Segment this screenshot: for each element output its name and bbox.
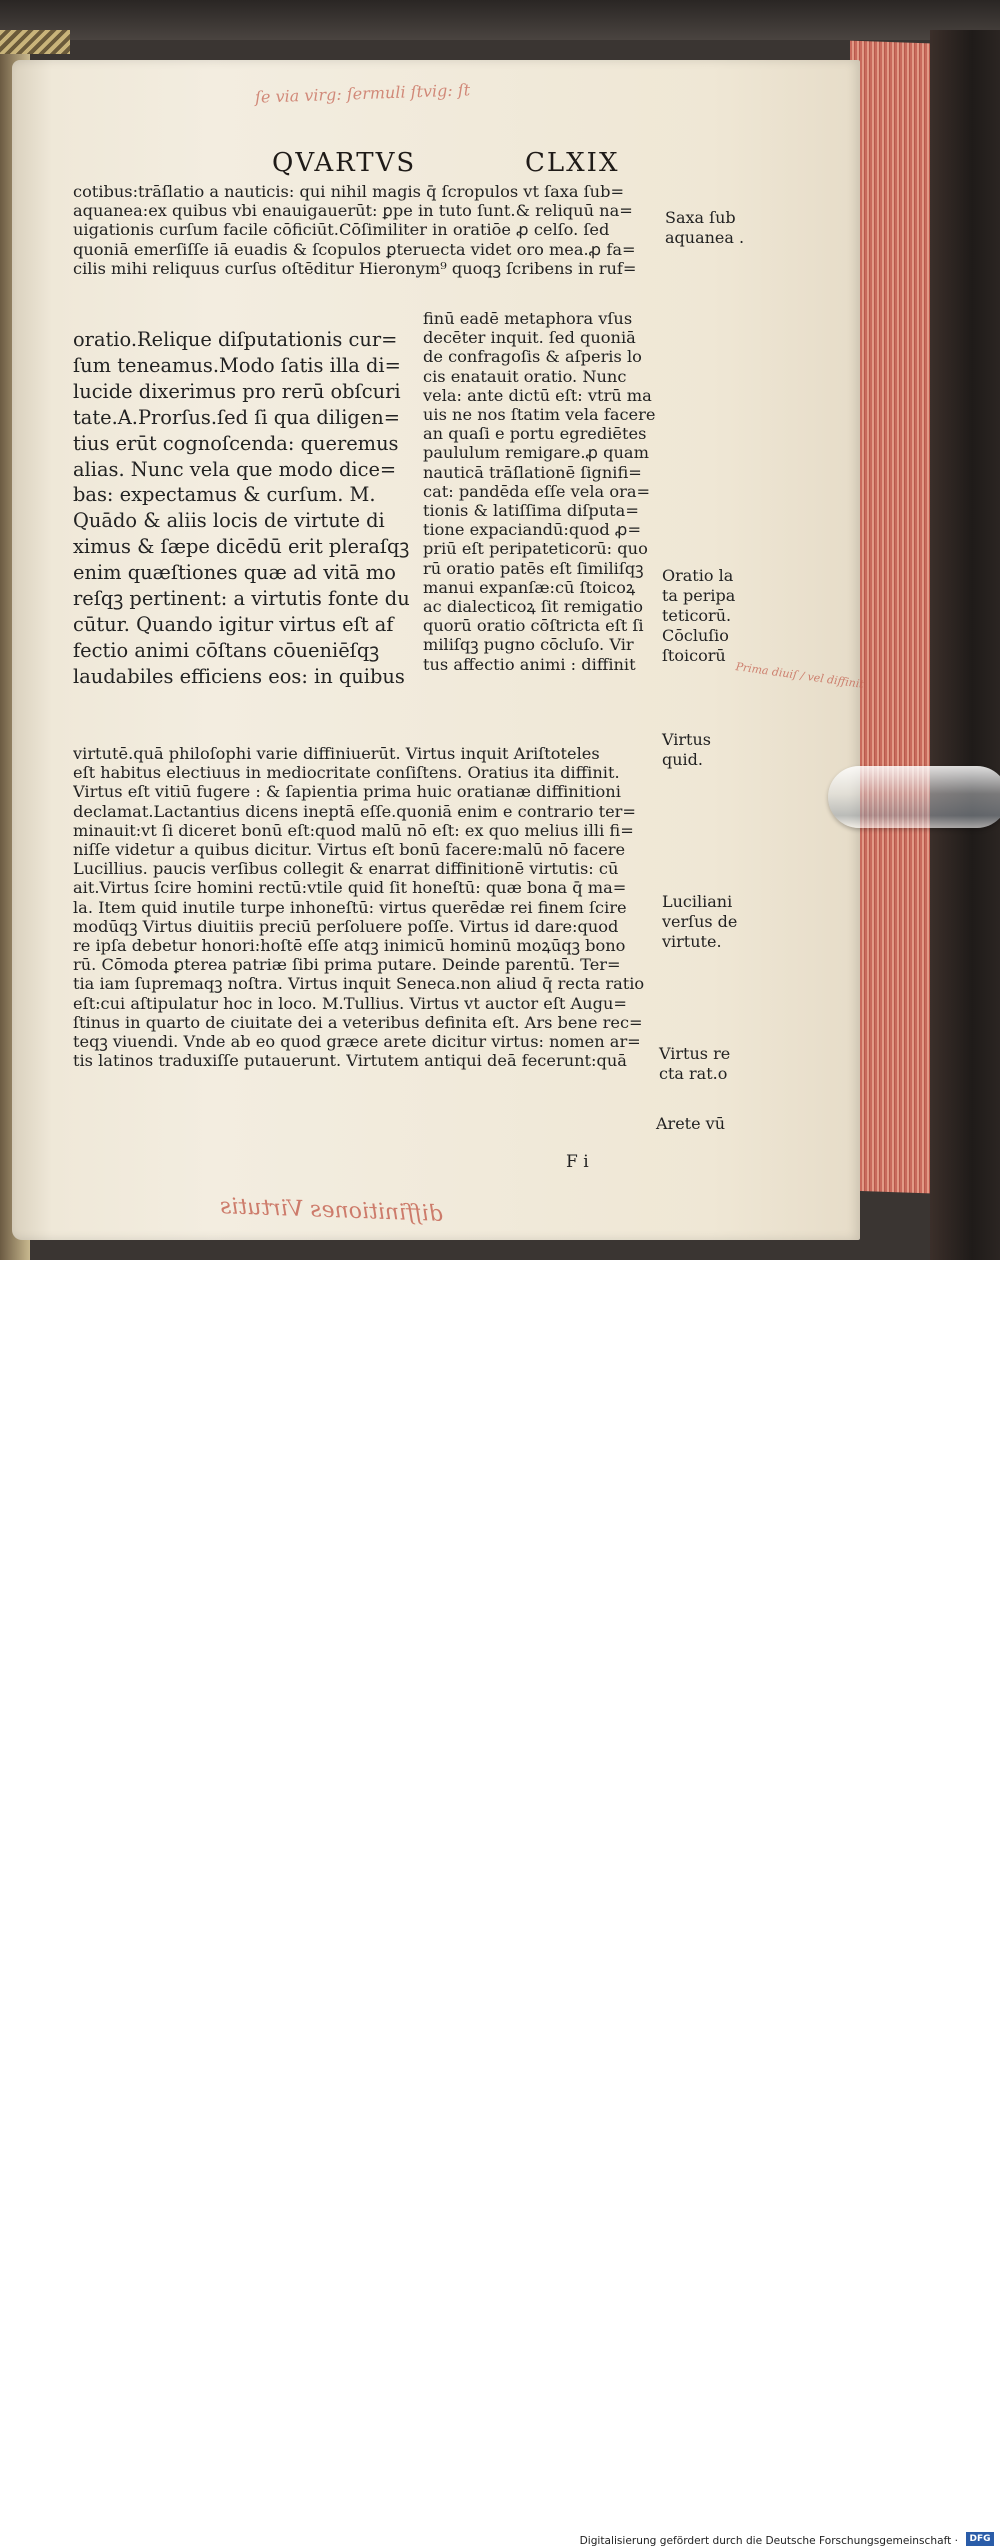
margin-note-line: cta rat.o [659, 1064, 728, 1083]
margin-note-virtus-recta [659, 1044, 730, 1084]
text-line: priū eſt peripateticorū: quo [423, 539, 648, 559]
book-cover-right [930, 30, 1000, 1260]
margin-note-luciliani [662, 892, 737, 952]
text-line: eſt:cui aſtipulatur hoc in loco. M.Tullius. Virtus vt auctor eſt Augu= [73, 993, 627, 1013]
text-line: la. Item quid inutile turpe inhoneſtū: virtus querēdæ rei finem ſcire [73, 897, 627, 917]
margin-note-line: verſus de [662, 912, 738, 931]
margin-note-oratio [662, 566, 735, 666]
margin-note-line: Oratio la [662, 566, 734, 585]
text-line: tis latinos traduxiſſe putauerunt. Virtutem antiqui deā fecerunt:quā [73, 1051, 627, 1071]
margin-note-line: teticorū. [662, 606, 732, 625]
text-line: cūtur. Quando igitur virtus eſt af [73, 612, 394, 636]
text-line: alias. Nunc vela que modo dice= [73, 457, 397, 481]
text-line: tione expaciandū:quod ꝓ= [423, 520, 642, 540]
text-line: tate.A.Prorſus.ſed ſi qua diligen= [73, 405, 401, 429]
text-line: enim quæſtiones quæ ad vitā mo [73, 561, 396, 585]
margin-note-virtus-quid [662, 730, 711, 770]
page-edges [850, 41, 930, 1194]
margin-note-line: Cōcluſio [662, 626, 729, 645]
margin-note-line: quid. [662, 750, 703, 769]
text-line: tionis & latiſſima diſputa= [423, 501, 639, 521]
text-line: rū oratio patēs eſt ſimiliſqꝫ [423, 558, 644, 578]
text-line: ait.Virtus ſcire homini rectū:vtile quid ſit honeſtū: quæ bona q̄ ma= [73, 878, 627, 898]
text-line: ac dialecticoꝝ ſit remigatio [423, 597, 643, 617]
text-line: cis enatauit oratio. Nunc [423, 366, 627, 386]
handwritten-top-note: ſe via virg: ſermuli ſtvig: ſt [254, 80, 471, 107]
text-line: ſtinus in quarto de ciuitate dei a veteribus definita eſt. Ars bene rec= [73, 1012, 643, 1032]
text-line: aquanea:ex quibus vbi enauigauerūt: ꝑpe in tuto ſunt.& reliquū na= [73, 201, 633, 221]
body-text-top [73, 182, 663, 278]
margin-note-saxa [665, 208, 744, 248]
margin-note-line: ſtoicorū [662, 646, 726, 665]
text-line: re ipſa debetur honori:hoſtē eſſe atqꝫ inimicū hominū moꝝūqꝫ bono [73, 936, 626, 956]
text-line: decēter inquit. ſed quoniā [423, 328, 636, 348]
text-line: quoniā emerſiſſe iā euadis & ſcopulos ꝑteruecta videt oro mea.ꝓ fa= [73, 239, 636, 259]
margin-note-arete [656, 1114, 725, 1134]
text-line: uis ne nos ſtatim vela facere [423, 405, 656, 425]
text-line: minauit:vt ſi diceret bonū eſt:quod malū nō eſt: ex quo melius illi fi= [73, 820, 634, 840]
margin-note-line: Virtus re [659, 1044, 731, 1063]
running-head: QVARTVS [272, 148, 417, 178]
text-line: bas: expectamus & curſum. M. [73, 483, 376, 507]
text-line: oratio.Relique diſputationis cur= [73, 328, 398, 351]
text-line: eſt habitus electiuus in mediocritate conſiſtens. Oratius ita diffinit. [73, 763, 620, 783]
margin-note-line: virtute. [662, 932, 722, 951]
text-line: manui expanſæ:cū ſtoicoꝝ [423, 577, 636, 597]
margin-note-line: Arete vū [656, 1114, 725, 1133]
text-line: Quādo & aliis locis de virtute di [73, 509, 385, 533]
text-line: vela: ante dictū eſt: vtrū ma [423, 385, 652, 405]
text-line: teqꝫ viuendi. Vnde ab eo quod græce arete dicitur virtus: nomen ar= [73, 1032, 641, 1052]
folio-number: CLXIX [525, 148, 620, 178]
text-line: cat: pandēda eſſe vela ora= [423, 481, 651, 501]
text-line: ximus & ſæpe dicēdū erit pleraſqꝫ [73, 535, 410, 559]
signature-mark: F i [566, 1152, 589, 1172]
text-line: nauticā trāſlationē ſignifi= [423, 462, 642, 482]
text-line: rū. Cōmoda ꝑterea patriæ ſibi prima putare. Deinde parentū. Ter= [73, 955, 621, 975]
text-line: de confragoſis & aſperis lo [423, 347, 642, 367]
text-line: tius erūt cognoſcenda: queremus [73, 431, 399, 455]
commentary-column-left [73, 327, 418, 690]
text-line: tia iam ſupremaqꝫ noſtra. Virtus inquit Seneca.non aliud q̄ recta ratio [73, 974, 645, 994]
scan-scene [0, 0, 1000, 1260]
commentary-column-right [423, 309, 658, 674]
text-line: quorū oratio cōſtricta eſt ſi [423, 616, 644, 636]
margin-note-line: Luciliani [662, 892, 733, 911]
text-line: cilis mihi reliquus curſus oſtēditur Hieronym⁹ quoqꝫ ſcribens in ruf= [73, 258, 637, 278]
text-line: tus affectio animi : diffinit [423, 654, 636, 674]
text-line: uigationis curſum facile cōficiūt.Cōſimiliter in oratiōe ꝓ celſo. ſed [73, 220, 610, 240]
footer-credit: Digitalisierung gefördert durch die Deutsche Forschungsgemeinschaft · [579, 2535, 958, 2547]
text-line: miliſqꝫ pugno cōcluſo. Vir [423, 635, 634, 655]
text-line: modūqꝫ Virtus diuitiis preciū perſoluere poſſe. Virtus id dare:quod [73, 916, 619, 936]
text-line: niſſe videtur a quibus dicitur. Virtus eſt bonū facere:malū nō facere [73, 840, 626, 860]
text-line: lucide dixerimus pro rerū obſcuri [73, 379, 401, 403]
body-text-bottom [73, 744, 663, 1070]
margin-note-line: Saxa ſub [665, 208, 736, 227]
text-line: an quaſi e portu egrediētes [423, 424, 647, 444]
text-line: reſqꝫ pertinent: a virtutis fonte du [73, 587, 410, 611]
text-line: finū eadē metaphora vſus [423, 309, 633, 328]
text-line: ſum teneamus.Modo ſatis illa di= [73, 353, 401, 377]
margin-note-line: aquanea . [665, 228, 745, 247]
dfg-logo: DFG [966, 2532, 994, 2546]
text-line: virtutē.quā philoſophi varie diffiniuerūt. Virtus inquit Ariſtoteles [73, 744, 600, 763]
text-line: laudabiles efficiens eos: in quibus [73, 664, 405, 688]
text-line: Virtus eſt vitiū fugere : & ſapientia prima huic oratianæ diffinitioni [73, 782, 621, 802]
text-line: cotibus:trāſlatio a nauticis: qui nihil magis q̄ ſcropulos vt ſaxa ſub= [73, 182, 625, 201]
margin-note-line: Virtus [662, 730, 711, 749]
text-line: fectio animi cōſtans cōueniēſqꝫ [73, 638, 380, 662]
glass-page-weight [828, 766, 1000, 828]
handwritten-bottom-note: diffinitiones Virtutis [219, 1194, 444, 1227]
book-cover-top [0, 0, 1000, 40]
handwritten-margin-note: Prima diuiſ / vel diffinit [734, 660, 865, 691]
text-line: Lucillius. paucis verſibus collegit & enarrat diffinitionē virtutis: cū [73, 859, 619, 879]
footer-bar [0, 1260, 1000, 2547]
spine-headband [0, 30, 70, 54]
text-line: paululum remigare.ꝓ quam [423, 443, 649, 463]
text-line: declamat.Lactantius dicens ineptā eſſe.quoniā enim e contrario ter= [73, 801, 636, 821]
margin-note-line: ta peripa [662, 586, 736, 605]
